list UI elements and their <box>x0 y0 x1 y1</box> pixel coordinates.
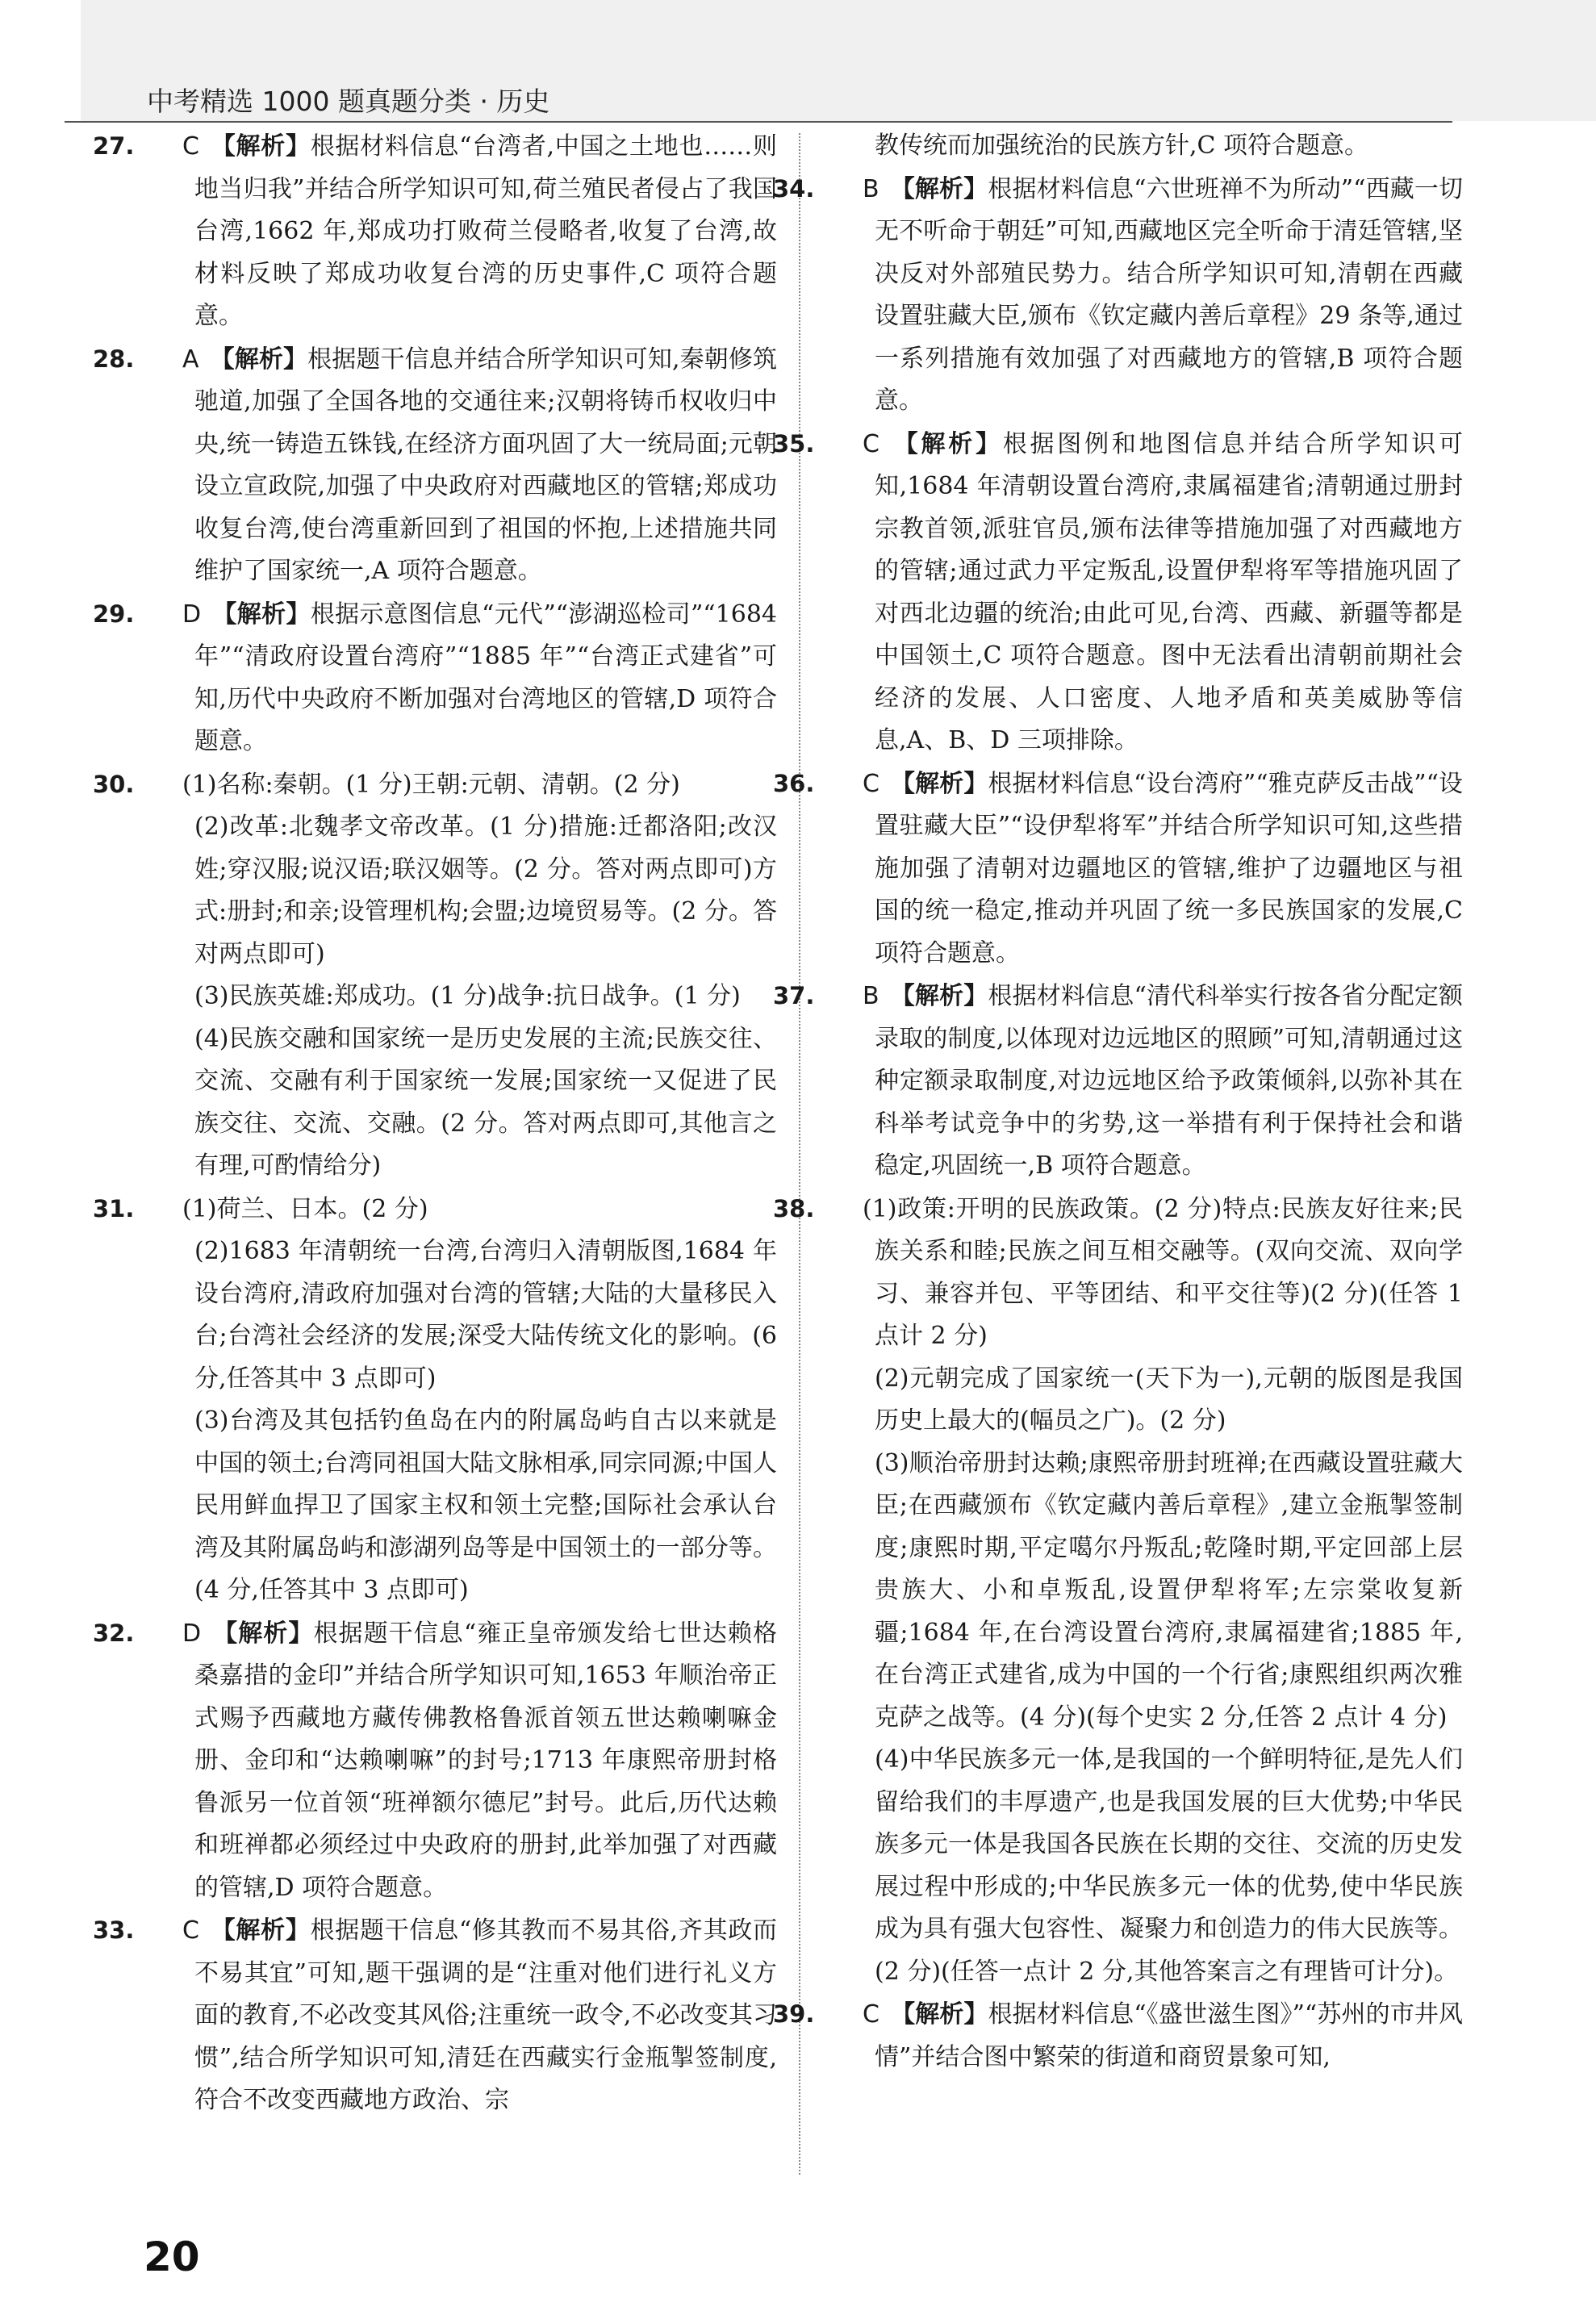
answer-part-3: (3)民族英雄:郑成功。(1 分)战争:抗日战争。(1 分) <box>194 982 741 1010</box>
analysis-text: 根据材料信息“设台湾府”“雅克萨反击战”“设置驻藏大臣”“设伊犁将军”并结合所学知识可知,这些措施加强了清朝对边疆地区的管辖,维护了边疆地区与祖国的统一稳定,推动并巩固了统一多民族国家的发展,C 项符合题意。 <box>875 769 1464 967</box>
question-number: 30. <box>93 770 135 798</box>
question-29 <box>93 593 777 763</box>
question-number: 34. <box>773 174 815 203</box>
header-title: 中考精选 1000 题真题分类 · 历史 <box>147 86 550 117</box>
page-header <box>81 0 1596 121</box>
analysis-tag: 【解析】 <box>212 1619 314 1648</box>
answer-letter: C <box>863 429 879 458</box>
analysis-tag: 【解析】 <box>210 1916 311 1945</box>
question-number: 39. <box>773 2000 815 2028</box>
question-31 <box>93 1188 777 1612</box>
analysis-tag: 【解析】 <box>210 345 308 374</box>
answer-part-1: (1)荷兰、日本。(2 分) <box>182 1194 428 1223</box>
analysis-tag: 【解析】 <box>890 429 1003 458</box>
question-37 <box>773 975 1464 1188</box>
question-33-continued: 教传统而加强统治的民族方针,C 项符合题意。 <box>875 132 1369 160</box>
analysis-text: 根据材料信息“六世班禅不为所动”“西藏一切无不听命于朝廷”可知,西藏地区完全听命于清廷管辖,坚决反对外部殖民势力。结合所学知识可知,清朝在西藏设置驻藏大臣,颁布《钦定藏内善后章程》29 条等,通过一系列措施有效加强了对西藏地方的管辖,B 项符合题意。 <box>875 174 1464 415</box>
analysis-tag: 【解析】 <box>890 982 988 1010</box>
question-32 <box>93 1612 778 1910</box>
answer-letter: C <box>182 1916 199 1945</box>
question-30 <box>93 763 777 1188</box>
answer-part-3: (3)台湾及其包括钓鱼岛在内的附属岛屿自古以来就是中国的领土;台湾同祖国大陆文脉相承,同宗同源;中国人民用鲜血捍卫了国家主权和领土完整;国际社会承认台湾及其附属岛屿和澎湖列岛等是中国领土的一部分等。(4 分,任答其中 3 点即可) <box>194 1406 777 1604</box>
right-column <box>773 125 1464 2079</box>
answer-part-1: (1)政策:开明的民族政策。(2 分)特点:民族友好往来;民族关系和睦;民族之间互相交融等。(双向交流、双向学习、兼容并包、平等团结、和平交往等)(2 分)(任答 1 点计 2 分) <box>863 1194 1463 1350</box>
answer-letter: C <box>182 132 199 161</box>
analysis-tag: 【解析】 <box>210 132 311 161</box>
answer-part-2: (2)1683 年清朝统一台湾,台湾归入清朝版图,1684 年设台湾府,清政府加强对台湾的管辖;大陆的大量移民入台;台湾社会经济的发展;深受大陆传统文化的影响。(6 分,任答其中 3 点即可) <box>194 1237 777 1393</box>
answer-part-2: (2)元朝完成了国家统一(天下为一),元朝的版图是我国历史上最大的(幅员之广)。(2 分) <box>875 1364 1463 1435</box>
page-number: 20 <box>144 2234 200 2280</box>
question-number: 29. <box>93 600 135 628</box>
answer-letter: B <box>863 174 879 203</box>
question-number: 31. <box>93 1194 135 1222</box>
question-35 <box>773 423 1464 763</box>
question-number: 28. <box>93 345 135 373</box>
question-number: 36. <box>773 769 815 797</box>
answer-letter: C <box>863 2000 879 2029</box>
answer-letter: A <box>182 345 199 374</box>
header-rule <box>65 121 1452 123</box>
analysis-text: 根据示意图信息“元代”“澎湖巡检司”“1684 年”“清政府设置台湾府”“1885 年”“台湾正式建省”可知,历代中央政府不断加强对台湾地区的管辖,D 项符合题意。 <box>194 600 777 755</box>
answer-letter: D <box>182 1619 202 1648</box>
question-38 <box>773 1188 1463 1994</box>
question-number: 32. <box>93 1619 135 1647</box>
analysis-tag: 【解析】 <box>890 174 988 203</box>
question-number: 35. <box>773 429 815 458</box>
analysis-text: 根据图例和地图信息并结合所学知识可知,1684 年清朝设置台湾府,隶属福建省;清朝通过册封宗教首领,派驻官员,颁布法律等措施加强了对西藏地方的管辖;通过武力平定叛乱,设置伊犁将军等措施巩固了对西北边疆的统治;由此可见,台湾、西藏、新疆等都是中国领土,C 项符合题意。图中无法看出清朝前期社会经济的发展、人口密度、人地矛盾和英美威胁等信息,A、B、D 三项排除。 <box>875 429 1464 754</box>
analysis-text: 根据题干信息并结合所学知识可知,秦朝修筑驰道,加强了全国各地的交通往来;汉朝将铸币权收归中央,统一铸造五铢钱,在经济方面巩固了大一统局面;元朝设立宣政院,加强了中央政府对西藏地区的管辖;郑成功收复台湾,使台湾重新回到了祖国的怀抱,上述措施共同维护了国家统一,A 项符合题意。 <box>194 345 777 585</box>
analysis-text: 根据材料信息“台湾者,中国之土地也……则地当归我”并结合所学知识可知,荷兰殖民者侵占了我国台湾,1662 年,郑成功打败荷兰侵略者,收复了台湾,故材料反映了郑成功收复台湾的历史事件,C 项符合题意。 <box>194 132 777 330</box>
question-number: 27. <box>93 132 135 160</box>
question-28 <box>93 338 777 593</box>
answer-part-4: (4)民族交融和国家统一是历史发展的主流;民族交往、交流、交融有利于国家统一发展;国家统一又促进了民族交往、交流、交融。(2 分。答对两点即可,其他言之有理,可酌情给分) <box>194 1024 777 1180</box>
question-34 <box>773 168 1464 423</box>
analysis-tag: 【解析】 <box>212 600 311 629</box>
answer-letter: B <box>863 982 879 1010</box>
analysis-text: 根据题干信息“修其教而不易其俗,齐其政而不易其宜”可知,题干强调的是“注重对他们进行礼义方面的教育,不必改变其风俗;注重统一政令,不必改变其习惯”,结合所学知识可知,清廷在西藏实行金瓶掣签制度,符合不改变西藏地方政治、宗 <box>194 1916 777 2114</box>
question-number: 37. <box>773 982 815 1009</box>
left-column <box>93 125 778 2122</box>
answer-part-3: (3)顺治帝册封达赖;康熙帝册封班禅;在西藏设置驻藏大臣;在西藏颁布《钦定藏内善后章程》,建立金瓶掣签制度;康熙时期,平定噶尔丹叛乱;乾隆时期,平定回部上层贵族大、小和卓叛乱,设置伊犁将军;左宗棠收复新疆;1684 年,在台湾设置台湾府,隶属福建省;1885 年,在台湾正式建省,成为中国的一个行省;康熙组织两次雅克萨之战等。(4 分)(每个史实 2 分,任答 2 点计 4 分) <box>875 1448 1463 1732</box>
answer-letter: D <box>182 600 202 629</box>
question-27 <box>93 125 777 338</box>
answer-part-1: (1)名称:秦朝。(1 分)王朝:元朝、清朝。(2 分) <box>182 770 680 799</box>
analysis-text: 根据材料信息“《盛世滋生图》”“苏州的市井风情”并结合图中繁荣的街道和商贸景象可知, <box>875 2000 1463 2071</box>
analysis-tag: 【解析】 <box>890 769 988 798</box>
answer-letter: C <box>863 769 879 798</box>
question-33 <box>93 1909 777 2122</box>
question-number: 38. <box>773 1194 815 1222</box>
question-39 <box>773 1993 1463 2079</box>
answer-part-4: (4)中华民族多元一体,是我国的一个鲜明特征,是先人们留给我们的丰厚遗产,也是我国发展的巨大优势;中华民族多元一体是我国各民族在长期的交往、交流的历史发展过程中形成的;中华民族多元一体的优势,使中华民族成为具有强大包容性、凝聚力和创造力的伟大民族等。(2 分)(任答一点计 2 分,其他答案言之有理皆可计分)。 <box>875 1745 1463 1986</box>
question-36 <box>773 763 1464 976</box>
question-number: 33. <box>93 1916 135 1944</box>
analysis-text: 根据题干信息“雍正皇帝颁发给七世达赖格桑嘉措的金印”并结合所学知识可知,1653 年顺治帝正式赐予西藏地方藏传佛教格鲁派首领五世达赖喇嘛金册、金印和“达赖喇嘛”的封号;1713 年康熙帝册封格鲁派另一位首领“班禅额尔德尼”封号。此后,历代达赖和班禅都必须经过中央政府的册封,此举加强了对西藏的管辖,D 项符合题意。 <box>194 1619 778 1902</box>
answer-part-2: (2)改革:北魏孝文帝改革。(1 分)措施:迁都洛阳;改汉姓;穿汉服;说汉语;联汉姻等。(2 分。答对两点即可)方式:册封;和亲;设管理机构;会盟;边境贸易等。(2 分。答对两点即可) <box>194 813 777 968</box>
analysis-text: 根据材料信息“清代科举实行按各省分配定额录取的制度,以体现对边远地区的照顾”可知,清朝通过这种定额录取制度,对边远地区给予政策倾斜,以弥补其在科举考试竞争中的劣势,这一举措有利于保持社会和谐稳定,巩固统一,B 项符合题意。 <box>875 982 1464 1180</box>
analysis-tag: 【解析】 <box>890 2000 988 2029</box>
